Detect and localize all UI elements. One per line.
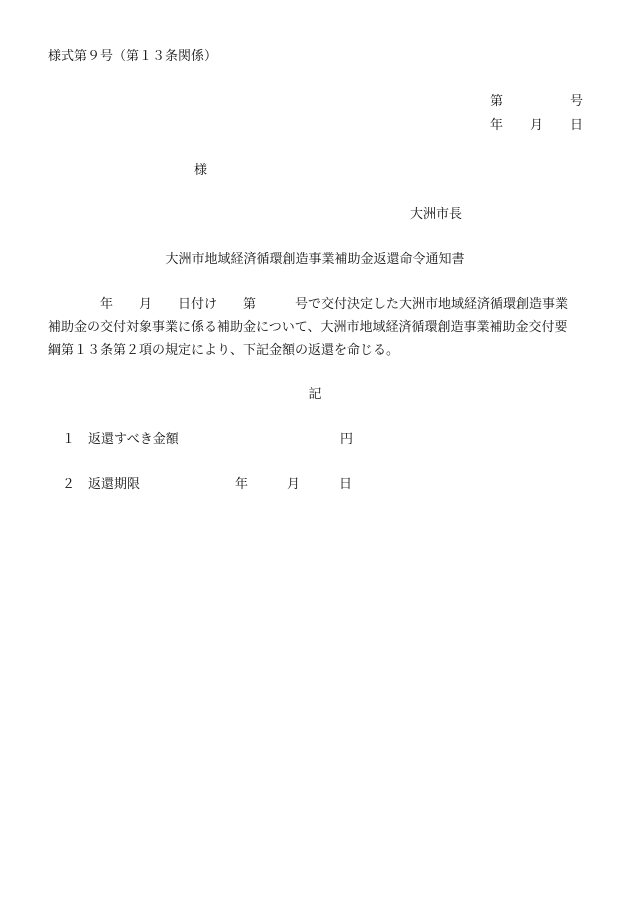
item-1-value: 円 — [340, 432, 354, 447]
item-1 — [62, 431, 179, 449]
document-number-suffix: 号 — [570, 94, 584, 109]
addressee-honorific: 様 — [194, 163, 208, 178]
document-title: 大洲市地域経済循環創造事業補助金返還命令通知書 — [165, 252, 465, 267]
date-month: 月 — [530, 118, 544, 133]
issuer: 大洲市長 — [410, 207, 463, 222]
body-line-2: 補助金の交付対象事業に係る補助金について、大洲市地域経済循環創造事業補助金交付要 — [48, 320, 568, 335]
body-line-3: 綱第１３条第２項の規定により、下記金額の返還を命じる。 — [48, 343, 400, 358]
item-2-label: 返還期限 — [88, 477, 141, 492]
item-1-label: 返還すべき金額 — [88, 432, 179, 447]
item-2 — [62, 476, 140, 494]
form-reference: 様式第９号（第１３条関係） — [48, 49, 218, 64]
body-line-1: 年 月 日付け 第 号で交付決定した大洲市地域経済循環創造事業 — [48, 297, 569, 312]
item-2-value: 年 月 日 — [235, 477, 353, 492]
item-2-number: ２ — [62, 477, 76, 492]
date-year: 年 — [490, 118, 504, 133]
date-day: 日 — [570, 118, 584, 133]
ki-heading: 記 — [308, 387, 322, 402]
document-number-prefix: 第 — [490, 94, 504, 109]
item-1-number: １ — [62, 432, 76, 447]
